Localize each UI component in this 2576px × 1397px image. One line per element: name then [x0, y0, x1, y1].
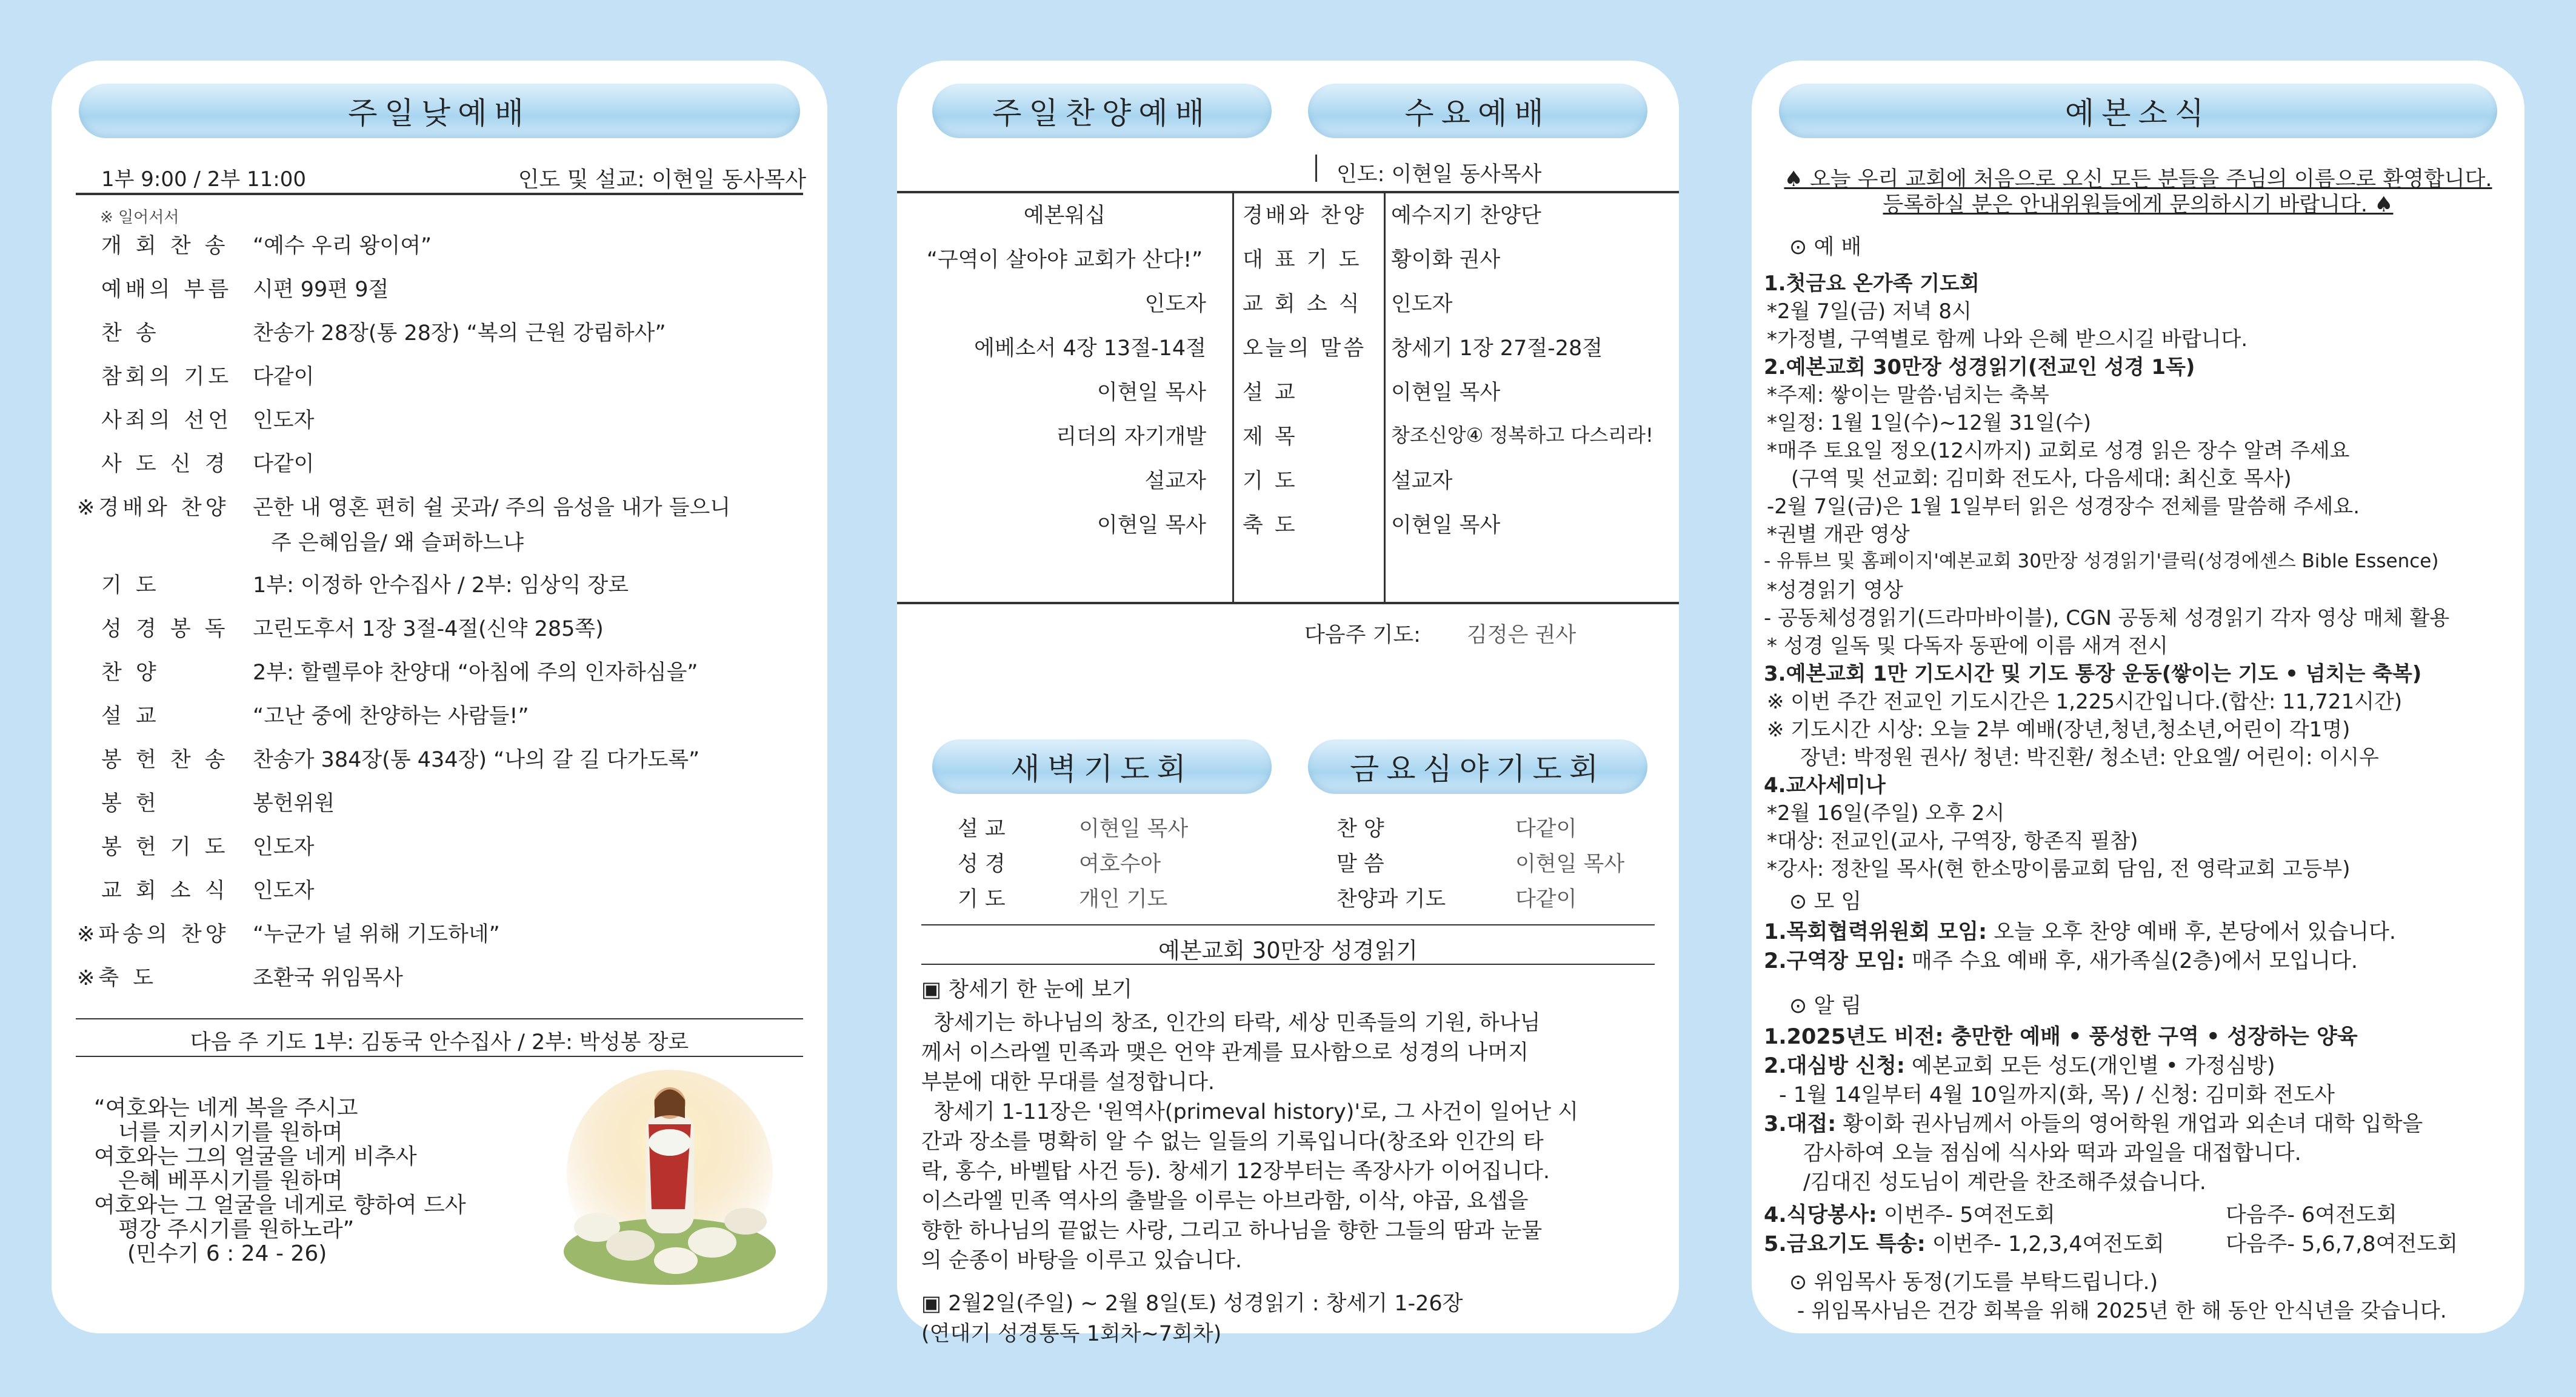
order-value: 곤한 내 영혼 편히 쉴 곳과/ 주의 음성을 내가 들으니 — [253, 496, 731, 520]
notice-line — [1803, 1165, 2206, 1196]
friday-value: 다같이 — [1515, 817, 1577, 841]
worship-news-line: *2월 7일(금) 저녁 8시 — [1767, 299, 1972, 324]
divider — [921, 924, 1655, 925]
order-label: 봉 헌 찬 송 — [101, 748, 229, 772]
reading-line: 창세기 1-11장은 '원역사(primeval history)'로, 그 사건이 일어난 시 — [933, 1100, 1578, 1124]
order-value: 다같이 — [253, 365, 315, 389]
order-item — [101, 526, 524, 556]
meeting-label: 2.구역장 모임: — [1764, 949, 1905, 973]
worship-news-line: ※ 이번 주간 전교인 기도시간은 1,225시간입니다.(합산: 11,721시간) — [1767, 690, 2403, 714]
notice-label: 2.대심방 신청: — [1764, 1054, 1905, 1078]
wednesday-label: 제 목 — [1243, 425, 1298, 449]
order-item — [77, 491, 731, 521]
stand-note: ※ 일어서서 — [100, 208, 179, 227]
divider — [921, 964, 1655, 965]
church-news-title: 예본소식 — [1779, 84, 2497, 138]
next-week-prayer: 다음 주 기도 1부: 김동국 안수집사 / 2부: 박성봉 장로 — [190, 1030, 689, 1055]
wednesday-value: 이현일 목사 — [1391, 513, 1501, 538]
pastor-line: - 위임목사님은 건강 회복을 위해 2025년 한 해 동안 안식년을 갖습니다. — [1797, 1299, 2447, 1323]
divider — [1384, 191, 1386, 604]
order-item — [101, 447, 314, 478]
worship-news-line: 3.예본교회 1만 기도시간 및 기도 통장 운동(쌓이는 기도 • 넘치는 축복) — [1764, 662, 2422, 686]
order-item — [101, 316, 666, 347]
order-item — [77, 918, 500, 948]
next-prayer-label: 다음주 기도: — [1304, 623, 1421, 647]
worship-news-line: 1.첫금요 온가족 기도회 — [1764, 272, 1980, 296]
worship-news-line: ※ 기도시간 시상: 오늘 2부 예배(장년,청년,청소년,어린이 각1명) — [1767, 718, 2351, 742]
order-item — [101, 699, 529, 730]
order-item — [101, 656, 698, 686]
sunday-order-item: 이현일 목사 — [1096, 513, 1206, 538]
meeting-line — [1764, 944, 2358, 975]
sunday-order-item: “구역이 살아야 교회가 산다!” — [926, 248, 1203, 272]
wednesday-label: 대 표 기 도 — [1243, 248, 1362, 272]
friday-value: 이현일 목사 — [1515, 852, 1625, 876]
wednesday-label: 축 도 — [1243, 513, 1298, 538]
divider — [897, 602, 1679, 604]
service-leader: 인도 및 설교: 이현일 동사목사 — [518, 167, 806, 192]
meeting-line — [1764, 915, 2396, 945]
order-value: 찬송가 384장(통 434장) “나의 갈 길 다가도록” — [253, 748, 700, 772]
order-item — [77, 961, 403, 992]
dawn-label: 기 도 — [958, 887, 1006, 912]
order-label: 봉 헌 기 도 — [101, 835, 229, 859]
friday-this: 이번주- 1,2,3,4여전도회 — [1932, 1232, 2164, 1256]
reading-plan: (연대기 성경통독 1회차~7회차) — [921, 1322, 1222, 1346]
notice-text: 감사하여 오늘 점심에 식사와 떡과 과일을 대접합니다. — [1803, 1141, 2301, 1165]
divider — [76, 1056, 803, 1057]
reading-line: 이스라엘 민족 역사의 출발을 이루는 아브라함, 이삭, 야곱, 요셉을 — [921, 1189, 1529, 1213]
order-item — [101, 743, 699, 773]
kitchen-label: 4.식당봉사: — [1764, 1203, 1877, 1227]
sunday-order-item: 인도자 — [1144, 292, 1206, 316]
order-label: 사 도 신 경 — [101, 452, 229, 476]
friday-next: 다음주- 5,6,7,8여전도회 — [2226, 1232, 2458, 1256]
divider — [1232, 191, 1234, 604]
verse-line: 여호와는 그의 얼굴을 네게 비추사 — [94, 1144, 417, 1169]
worship-news-line: - 공동체성경읽기(드라마바이블), CGN 공동체 성경읽기 각자 영상 매체 활용 — [1764, 606, 2450, 630]
meeting-label: 1.목회협력위원회 모임: — [1764, 920, 1987, 944]
order-item — [101, 404, 314, 434]
reading-week: ▣ 2월2일(주일) ~ 2월 8일(토) 성경읽기 : 창세기 1-26장 — [921, 1292, 1463, 1316]
order-value: “예수 우리 왕이여” — [253, 234, 432, 258]
order-value: 찬송가 28장(통 28장) “복의 근원 강림하사” — [253, 321, 666, 345]
order-value: 인도자 — [253, 408, 315, 433]
reading-head: ▣ 창세기 한 눈에 보기 — [921, 978, 1133, 1002]
welcome-line-2: 등록하실 분은 안내위원들에게 문의하시기 바랍니다. ♠ — [1883, 193, 2394, 217]
order-label: 교 회 소 식 — [101, 879, 229, 903]
friday-label: 5.금요기도 특송: — [1764, 1232, 1926, 1256]
order-item — [101, 874, 314, 904]
reading-line: 간과 장소를 명확히 알 수 없는 일들의 기록입니다(창조와 인간의 타 — [921, 1130, 1544, 1154]
verse-line: “여호와는 네게 복을 주시고 — [94, 1096, 358, 1121]
pastor-head: ⊙ 위임목사 동정(기도를 부탁드립니다.) — [1789, 1270, 2158, 1295]
friday-label: 찬 양 — [1336, 817, 1384, 841]
order-item — [101, 229, 432, 259]
dawn-prayer-title: 새벽기도회 — [932, 739, 1272, 794]
order-label: 사죄의 선언 — [101, 408, 233, 433]
worship-news-line: 4.교사세미나 — [1764, 773, 1886, 798]
reading-line: 락, 홍수, 바벨탑 사건 등). 창세기 12장부터는 족장사가 이어집니다. — [921, 1159, 1550, 1184]
sunday-order-item: 예본워십 — [1023, 204, 1106, 228]
order-value: 조환국 위임목사 — [253, 966, 403, 990]
friday-label: 찬양과 기도 — [1336, 887, 1446, 912]
divider — [76, 1018, 803, 1019]
order-label: ※경배와 찬양 — [77, 496, 230, 520]
notice-text: 황이화 권사님께서 아들의 영어학원 개업과 외손녀 대학 입학을 — [1836, 1112, 2423, 1136]
reading-title: 예본교회 30만장 성경읽기 — [1158, 938, 1418, 964]
welcome-line-1: ♠ 오늘 우리 교회에 처음으로 오신 모든 분들을 주님의 이름으로 환영합니다. — [1784, 167, 2492, 192]
order-value: “누군가 널 위해 기도하네” — [253, 922, 500, 947]
order-label: ※축 도 — [77, 966, 158, 990]
worship-news-line: *강사: 정찬일 목사(현 한소망이룸교회 담임, 전 영락교회 고등부) — [1767, 857, 2351, 881]
order-value: 인도자 — [253, 879, 315, 903]
order-label: 찬 송 — [101, 321, 160, 345]
wednesday-value: 창조신앙④ 정복하고 다스리라! — [1391, 424, 1653, 447]
worship-news-line: *주제: 쌓이는 말씀·넘치는 축복 — [1767, 383, 2049, 407]
meeting-text: 매주 수요 예배 후, 새가족실(2층)에서 모입니다. — [1904, 949, 2358, 973]
sunday-service-panel — [52, 61, 827, 1333]
wednesday-value: 인도자 — [1391, 292, 1453, 316]
section-notice: ⊙ 알 림 — [1789, 994, 1862, 1018]
wednesday-value: 예수지기 찬양단 — [1391, 204, 1541, 228]
notice-text: - 1월 14일부터 4월 10일까지(화, 목) / 신청: 김미화 전도사 — [1779, 1083, 2335, 1107]
notice-text: /김대진 성도님이 계란을 찬조해주셨습니다. — [1803, 1170, 2206, 1195]
worship-news-line: (구역 및 선교회: 김미화 전도사, 다음세대: 최신호 목사) — [1791, 467, 2292, 491]
reading-line: 향한 하나님의 끝없는 사랑, 그리고 하나님을 향한 그들의 땀과 눈물 — [921, 1219, 1543, 1243]
order-item — [101, 568, 629, 599]
wednesday-title: 수요예배 — [1308, 84, 1647, 138]
order-label: 설 교 — [101, 704, 160, 729]
sunday-order-item: 에베소서 4장 13절-14절 — [974, 336, 1206, 361]
wednesday-value: 설교자 — [1391, 469, 1453, 493]
wednesday-label: 경배와 찬양 — [1243, 204, 1367, 228]
order-label: 성 경 봉 독 — [101, 617, 229, 641]
sunday-order-item: 리더의 자기개발 — [1056, 425, 1206, 449]
reading-line: 창세기는 하나님의 창조, 인간의 타락, 세상 민족들의 기원, 하나님 — [933, 1011, 1541, 1035]
worship-news-line: *성경읽기 영상 — [1767, 578, 1903, 602]
order-value: 2부: 할렐루야 찬양대 “아침에 주의 인자하심을” — [253, 661, 698, 685]
reading-line: 부분에 대한 무대를 설정합니다. — [921, 1070, 1215, 1095]
divider — [897, 191, 1679, 193]
order-label: 기 도 — [101, 573, 160, 598]
shepherd-jesus-image — [561, 1070, 779, 1288]
order-label: 참회의 기도 — [101, 365, 233, 389]
notice-line — [1764, 1107, 2423, 1138]
section-worship: ⊙ 예 배 — [1789, 235, 1862, 259]
worship-news-line: *2월 16일(주일) 오후 2시 — [1767, 801, 2005, 825]
order-item — [101, 360, 314, 390]
verse-line: 너를 지키시기를 원하며 — [118, 1120, 343, 1145]
dawn-label: 설 교 — [958, 817, 1006, 841]
wednesday-label: 기 도 — [1243, 469, 1298, 493]
order-label: 개 회 찬 송 — [101, 234, 229, 258]
worship-news-line: -2월 7일(금)은 1월 1일부터 읽은 성경장수 전체를 말씀해 주세요. — [1767, 495, 2360, 519]
notice-line — [1764, 1049, 2275, 1079]
order-value: 시편 99편 9절 — [253, 278, 389, 302]
reading-line: 께서 이스라엘 민족과 맺은 언약 관계를 묘사함으로 성경의 나머지 — [921, 1041, 1529, 1065]
order-label: 예배의 부름 — [101, 278, 233, 302]
order-value: 다같이 — [253, 452, 315, 476]
order-item — [101, 830, 314, 861]
sunday-order-item: 설교자 — [1144, 469, 1206, 493]
friday-label: 말 씀 — [1336, 852, 1384, 876]
dawn-value: 이현일 목사 — [1079, 817, 1189, 841]
wednesday-label: 오늘의 말씀 — [1243, 336, 1367, 361]
divider — [76, 193, 803, 195]
worship-news-line: *매주 토요일 정오(12시까지) 교회로 성경 읽은 장수 알려 주세요 — [1767, 439, 2350, 463]
notice-label: 1.2025년도 비전: 충만한 예배 • 풍성한 구역 • 성장하는 양육 — [1764, 1025, 2358, 1049]
order-value: 주 은혜임을/ 왜 슬퍼하느냐 — [271, 531, 524, 555]
worship-news-line: *일정: 1월 1일(수)~12월 31일(수) — [1767, 411, 2091, 435]
wednesday-value: 창세기 1장 27절-28절 — [1391, 336, 1603, 361]
next-prayer-name: 김정은 권사 — [1467, 623, 1577, 647]
verse-line: 평강 주시기를 원하노라” — [118, 1217, 355, 1242]
worship-news-line: 장년: 박정원 권사/ 청년: 박진환/ 청소년: 안요엘/ 어린이: 이시우 — [1800, 745, 2379, 770]
worship-news-line: 2.예본교회 30만장 성경읽기(전교인 성경 1독) — [1764, 355, 2195, 379]
friday-value: 다같이 — [1515, 887, 1577, 912]
worship-news-line: *권별 개관 영상 — [1767, 522, 1910, 547]
sunday-praise-title: 주일찬양예배 — [932, 84, 1272, 138]
friday-prayer-title: 금요심야기도회 — [1308, 739, 1647, 794]
order-item — [101, 787, 335, 817]
order-item — [101, 612, 604, 642]
dawn-value: 개인 기도 — [1079, 887, 1168, 912]
meeting-text: 오늘 오후 찬양 예배 후, 본당에서 있습니다. — [1987, 920, 2397, 944]
worship-news-line: * 성경 일독 및 다독자 동판에 이름 새겨 전시 — [1767, 634, 2168, 658]
order-value: 고린도후서 1장 3절-4절(신약 285쪽) — [253, 617, 604, 641]
verse-line: (민수기 6 : 24 - 26) — [127, 1241, 327, 1266]
wednesday-label: 설 교 — [1243, 381, 1298, 405]
sunday-service-title: 주일낮예배 — [79, 84, 800, 138]
kitchen-next: 다음주- 6여전도회 — [2226, 1203, 2397, 1227]
sunday-order-item: 이현일 목사 — [1096, 381, 1206, 405]
notice-line — [1803, 1136, 2301, 1167]
wednesday-label: 교 회 소 식 — [1243, 292, 1362, 316]
order-value: 1부: 이정하 안수집사 / 2부: 임상익 장로 — [253, 573, 629, 598]
order-item — [101, 273, 389, 303]
wednesday-leader: 인도: 이현일 동사목사 — [1336, 162, 1542, 187]
notice-line — [1779, 1078, 2335, 1109]
dawn-value: 여호수아 — [1079, 852, 1161, 876]
notice-text: 예본교회 모든 성도(개인별 • 가정심방) — [1904, 1054, 2275, 1078]
divider — [1315, 155, 1317, 182]
order-value: 인도자 — [253, 835, 315, 859]
dawn-label: 성 경 — [958, 852, 1006, 876]
notice-label: 3.대접: — [1764, 1112, 1837, 1136]
order-label: 찬 양 — [101, 661, 160, 685]
verse-line: 여호와는 그 얼굴을 네게로 향하여 드사 — [94, 1193, 466, 1218]
section-meeting: ⊙ 모 임 — [1789, 890, 1862, 914]
kitchen-this: 이번주- 5여전도회 — [1884, 1203, 2055, 1227]
church-news-panel — [1752, 61, 2524, 1333]
verse-line: 은혜 베푸시기를 원하며 — [118, 1169, 343, 1193]
wednesday-value: 이현일 목사 — [1391, 381, 1501, 405]
service-times: 1부 9:00 / 2부 11:00 — [101, 167, 306, 192]
order-value: “고난 중에 찬양하는 사람들!” — [253, 704, 529, 729]
order-label: ※파송의 찬양 — [77, 922, 230, 947]
evening-service-panel — [897, 61, 1679, 1346]
order-value: 봉헌위원 — [253, 792, 335, 816]
worship-news-line: - 유튜브 및 홈페이지'예본교회 30만장 성경읽기'클릭(성경에센스 Bible Essence) — [1764, 550, 2439, 572]
worship-news-line: *가정별, 구역별로 함께 나와 은혜 받으시길 바랍니다. — [1767, 327, 2248, 352]
order-label: 봉 헌 — [101, 792, 160, 816]
reading-line: 의 순종이 바탕을 이루고 있습니다. — [921, 1249, 1242, 1273]
wednesday-value: 황이화 권사 — [1391, 248, 1501, 272]
worship-news-line: *대상: 전교인(교사, 구역장, 항존직 필참) — [1767, 829, 2138, 853]
notice-line — [1764, 1020, 2358, 1050]
